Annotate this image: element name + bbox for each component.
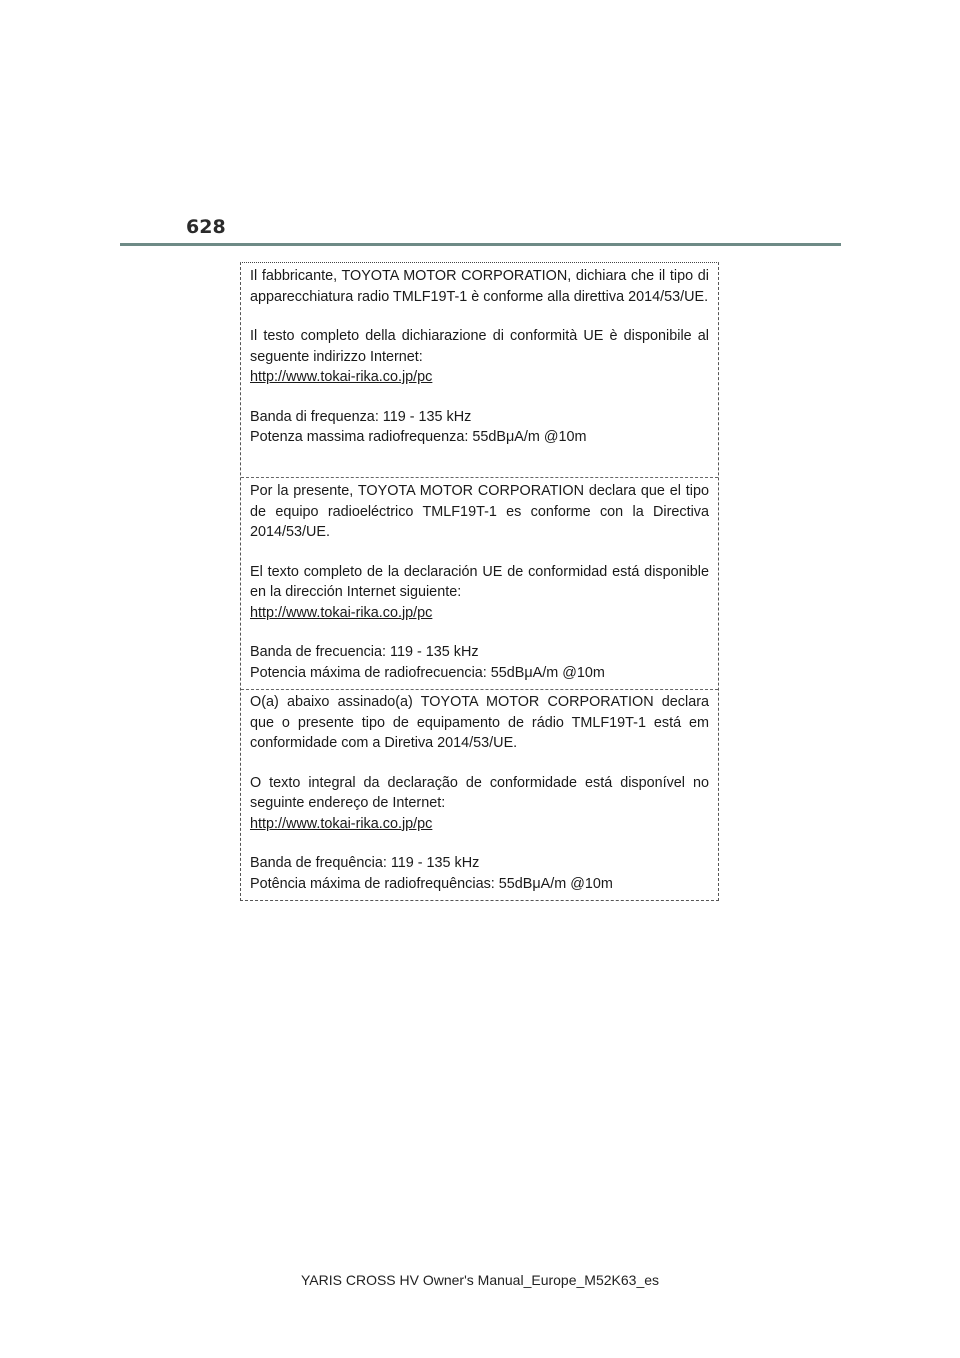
frequency-band: Banda de frecuencia: 119 - 135 kHz (250, 644, 479, 660)
declaration-section-italian (241, 263, 718, 477)
frequency-band: Banda de frequência: 119 - 135 kHz (250, 855, 480, 871)
page-number: 628 (186, 216, 226, 238)
conformity-statement: Il fabbricante, TOYOTA MOTOR CORPORATION, dichiara che il tipo di apparecchiatura radio TMLF19T-1 è conforme alla direttiva 2014/53/UE. (250, 268, 709, 305)
paragraph-spacer (250, 834, 709, 853)
frequency-band: Banda di frequenza: 119 - 135 kHz (250, 408, 472, 425)
declaration-section-spanish (241, 477, 718, 689)
paragraph-spacer (250, 623, 709, 642)
availability-text: O texto integral da declaração de conformidade está disponível no seguinte endereço de Internet: (250, 774, 709, 811)
availability-text: El texto completo de la declaración UE de conformidad está disponible en la dirección Internet siguiente: (250, 563, 709, 600)
max-power: Potência máxima de radiofrequências: 55dBμA/m @10m (250, 875, 613, 892)
paragraph-spacer (250, 543, 709, 562)
header-rule (120, 243, 841, 246)
paragraph-spacer (250, 754, 709, 773)
declaration-url-link[interactable]: http://www.tokai-rika.co.jp/pc (250, 815, 433, 832)
declaration-url-link[interactable]: http://www.tokai-rika.co.jp/pc (250, 604, 433, 621)
declaration-url-link[interactable]: http://www.tokai-rika.co.jp/pc (250, 369, 433, 385)
availability-text: Il testo completo della dichiarazione di conformità UE è disponibile al seguente indirizzo Internet: (250, 328, 709, 365)
paragraph-spacer (250, 388, 709, 407)
max-power: Potenza massima radiofrequenza: 55dBμA/m @10m (250, 429, 587, 445)
conformity-statement: Por la presente, TOYOTA MOTOR CORPORATION declara que el tipo de equipo radioeléctrico TMLF19T-1 es conforme con la Directiva 2014/53/UE. (250, 483, 709, 540)
declaration-box (240, 262, 719, 901)
conformity-statement: O(a) abaixo assinado(a) TOYOTA MOTOR CORPORATION declara que o presente tipo de equipamento de rádio TMLF19T-1 está em conformidade com a Diretiva 2014/53/UE. (250, 694, 709, 751)
paragraph-spacer (250, 307, 709, 326)
declaration-section-portuguese (241, 689, 718, 902)
manual-footer: YARIS CROSS HV Owner's Manual_Europe_M52K63_es (300, 1272, 660, 1288)
max-power: Potencia máxima de radiofrecuencia: 55dBμA/m @10m (250, 664, 605, 681)
